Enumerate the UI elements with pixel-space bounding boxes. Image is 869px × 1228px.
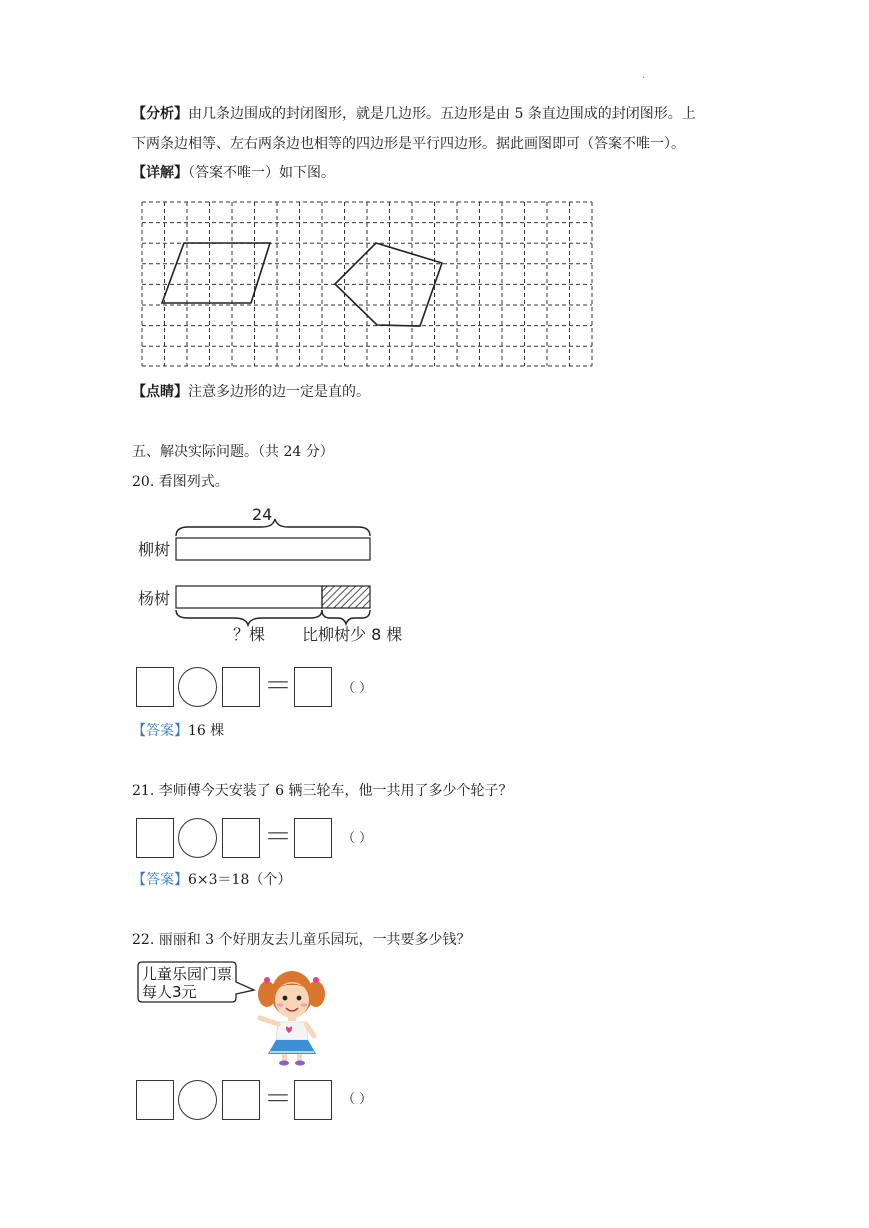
tip-paragraph: [132, 382, 370, 402]
q20-hatched-difference: [322, 586, 370, 608]
girl-figure: [258, 971, 325, 1066]
q21-unit-paren: （ ）: [342, 831, 373, 846]
q21-answer-box-1[interactable]: [136, 818, 174, 858]
analysis-text-line1: 由几条边围成的封闭图形，就是几边形。五边形是由 5 条直边围成的封闭图形。上: [188, 106, 696, 122]
q20-less-label: 比柳树少 8 棵: [302, 625, 403, 644]
q20-answer-box-1[interactable]: [136, 667, 174, 707]
q20-bottom-brace-right: [322, 610, 370, 624]
q20-answer-text: 16 棵: [188, 723, 225, 739]
tip-tag: 【点睛】: [132, 384, 188, 400]
section-title: 五、解决实际问题。（共 24 分）: [132, 444, 334, 460]
detail-tag: 【详解】: [132, 165, 188, 181]
q20-poplar-bar: [176, 586, 322, 608]
q22-unit-paren: （ ）: [342, 1092, 373, 1107]
q22-girl-illustration: [136, 958, 336, 1068]
polygon-grid-figure: [140, 200, 596, 370]
q21-answer: [132, 870, 291, 890]
bubble-line-2: 每人3元: [142, 983, 197, 1001]
q20-row2-label: 杨树: [138, 589, 171, 608]
q21-title: 21. 李师傅今天安装了 6 辆三轮车，他一共用了多少个轮子？: [132, 783, 513, 799]
q20-bar-diagram: [130, 500, 430, 650]
q20-total-label: 24: [252, 505, 273, 524]
q22-answer-box-1[interactable]: [136, 1080, 174, 1120]
q20-bottom-brace-left: [176, 610, 322, 625]
q22-equals-sign: ＝: [264, 1082, 293, 1115]
q20-answer-box-2[interactable]: [222, 667, 260, 707]
analysis-text-line2: 下两条边相等、左右两条边也相等的四边形是平行四边形。据此画图即可（答案不唯一）。: [132, 136, 685, 152]
q20-willow-bar: [176, 538, 370, 560]
q20-top-brace: [176, 519, 370, 536]
q21-equals-sign: ＝: [264, 820, 293, 853]
detail-paragraph: [132, 163, 335, 183]
bubble-line-1: 儿童乐园门票: [142, 965, 233, 983]
q21-answer-text: 6×3＝18（个）: [188, 872, 292, 888]
q22-title: 22. 丽丽和 3 个好朋友去儿童乐园玩，一共要多少钱？: [132, 932, 471, 948]
q21-operator-circle[interactable]: [178, 818, 217, 858]
dashed-grid: [142, 202, 592, 366]
header-dot: .: [642, 70, 646, 81]
analysis-paragraph-line1: [132, 104, 696, 124]
detail-text: （答案不唯一）如下图。: [188, 165, 335, 181]
q20-row1-label: 柳树: [138, 540, 171, 559]
q20-operator-circle[interactable]: [178, 667, 217, 707]
q20-equals-sign: ＝: [264, 669, 293, 702]
q20-unknown-label: ？棵: [233, 625, 266, 644]
q21-answer-tag: 【答案】: [132, 872, 188, 888]
analysis-tag: 【分析】: [132, 106, 188, 122]
q20-title: 20. 看图列式。: [132, 474, 229, 490]
q20-answer-tag: 【答案】: [132, 723, 188, 739]
q22-answer-box-2[interactable]: [222, 1080, 260, 1120]
q22-result-box[interactable]: [294, 1080, 332, 1120]
q20-answer: [132, 721, 224, 741]
q22-operator-circle[interactable]: [178, 1080, 217, 1120]
parallelogram-shape: [162, 243, 270, 303]
q20-result-box[interactable]: [294, 667, 332, 707]
tip-text: 注意多边形的边一定是直的。: [188, 384, 370, 400]
q20-unit-paren: （ ）: [342, 681, 373, 696]
q21-answer-box-2[interactable]: [222, 818, 260, 858]
q21-result-box[interactable]: [294, 818, 332, 858]
